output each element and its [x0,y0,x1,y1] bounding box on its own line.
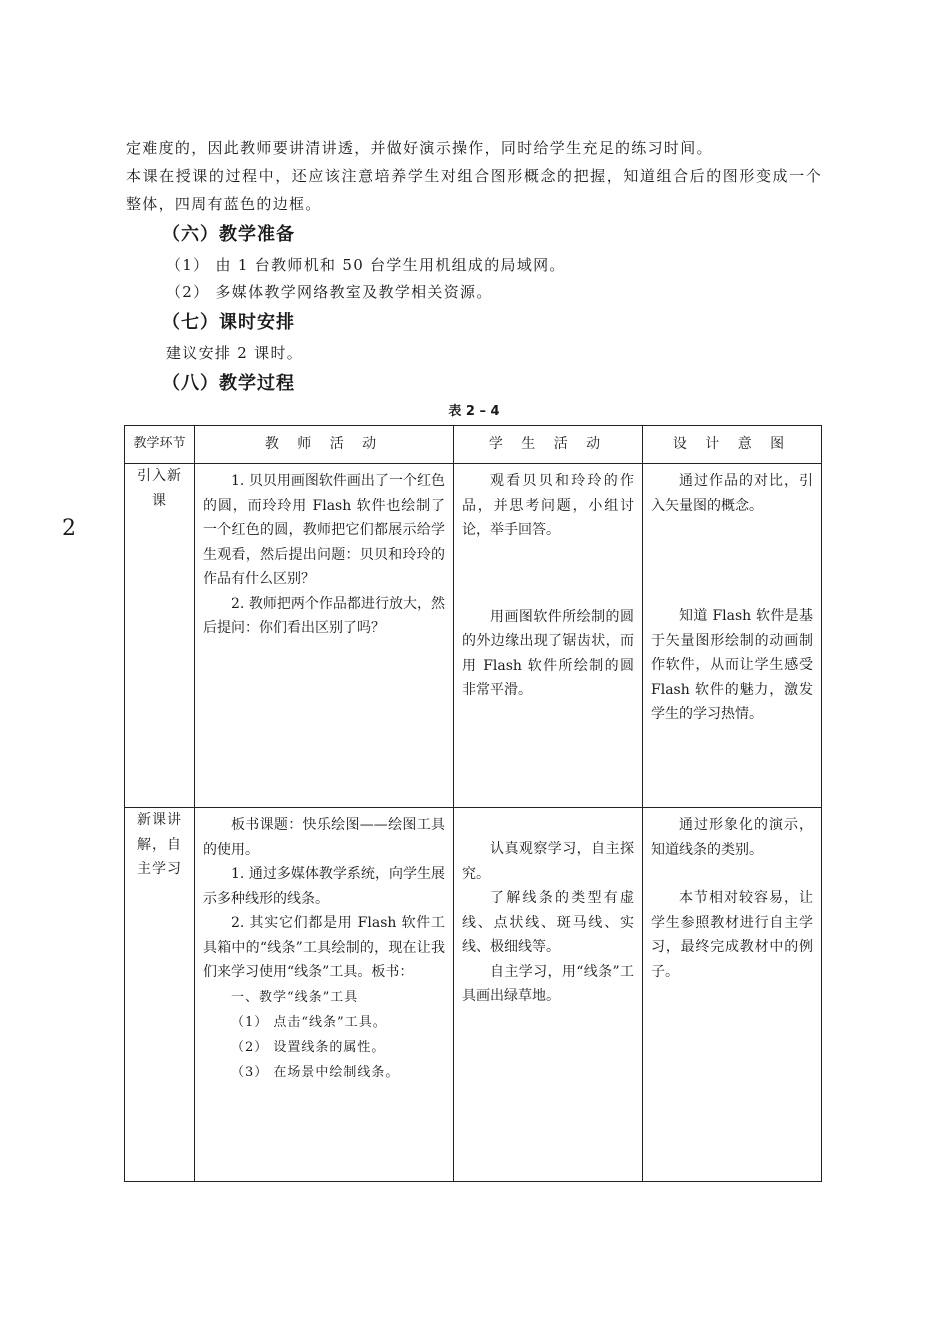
prep-item: （1） 由 1 台教师机和 50 台学生用机组成的局域网。 [166,256,566,274]
intro-paragraph: 本课在授课的过程中，还应该注意培养学生对组合图形概念的把握，知道组合后的图形变成一个整体，四周有蓝色的边框。 [126,167,822,213]
design-intent: 通过形象化的演示，知道线条的类别。 [651,817,813,858]
lesson-process-table [124,425,822,1182]
stage-cell: 新课讲解，自主学习 [125,808,195,1182]
design-cell [643,464,822,808]
board-note: （2） 设置线条的属性。 [231,1039,386,1055]
teacher-activity: 2. 其实它们都是用 Flash 软件工具箱中的“线条”工具绘制的，现在让我们来学习使用“线条”工具。板书： [203,915,445,980]
student-activity: 了解线条的类型有虚线、点状线、斑马线、实线、极细线等。 [462,890,634,955]
prep-item: （2） 多媒体教学网络教室及教学相关资源。 [166,283,493,301]
table-row [125,464,822,808]
document-body [126,134,822,401]
header-teacher: 教 师 活 动 [195,426,454,464]
table-header-row [125,426,822,464]
student-activity: 自主学习，用“线条”工具画出绿草地。 [462,963,634,1004]
header-student: 学 生 活 动 [454,426,643,464]
student-cell [454,464,643,808]
student-activity: 用画图软件所绘制的圆的外边缘出现了锯齿状，而用 Flash 软件所绘制的圆非常平滑。 [462,608,634,698]
design-intent: 通过作品的对比，引入矢量图的概念。 [651,473,813,514]
teacher-activity: 板书课题：快乐绘图——绘图工具的使用。 [203,817,445,858]
board-note: 一、教学“线条”工具 [231,989,359,1005]
table-row [125,808,822,1182]
intro-paragraph: 定难度的，因此教师要讲清讲透，并做好演示操作，同时给学生充足的练习时间。 [126,139,713,157]
teacher-activity: 1. 通过多媒体教学系统，向学生展示多种线形的线条。 [203,866,445,907]
design-intent: 知道 Flash 软件是基于矢量图形绘制的动画制作软件，从而让学生感受 Flash 软件的魅力，激发学生的学习热情。 [651,608,813,722]
board-note: （3） 在场景中绘制线条。 [231,1064,400,1080]
student-activity: 认真观察学习，自主探究。 [462,841,634,882]
stage-cell: 引入新课 [125,464,195,808]
header-design: 设 计 意 图 [643,426,822,464]
schedule-text: 建议安排 2 课时。 [166,344,304,362]
page-number: 2 [62,516,76,541]
header-stage: 教学环节 [125,426,195,464]
board-note: （1） 点击“线条”工具。 [231,1014,387,1030]
student-activity: 观看贝贝和玲玲的作品，并思考问题，小组讨论，举手回答。 [462,473,634,538]
design-cell [643,808,822,1182]
section-heading-process: （八）教学过程 [162,373,295,394]
teacher-activity: 2. 教师把两个作品都进行放大，然后提问：你们看出区别了吗？ [203,595,445,636]
table-caption: 表 2 – 4 [448,404,500,419]
section-heading-prep: （六）教学准备 [162,224,295,245]
section-heading-schedule: （七）课时安排 [162,312,295,333]
intro-text [126,134,822,218]
teacher-activity: 1. 贝贝用画图软件画出了一个红色的圆，而玲玲用 Flash 软件也绘制了一个红色的圆，教师把它们都展示给学生观看，然后提出问题：贝贝和玲玲的作品有什么区别？ [203,473,445,587]
teacher-cell [195,464,454,808]
student-cell [454,808,643,1182]
teacher-cell [195,808,454,1182]
design-intent: 本节相对较容易，让学生参照教材进行自主学习，最终完成教材中的例子。 [651,890,813,980]
